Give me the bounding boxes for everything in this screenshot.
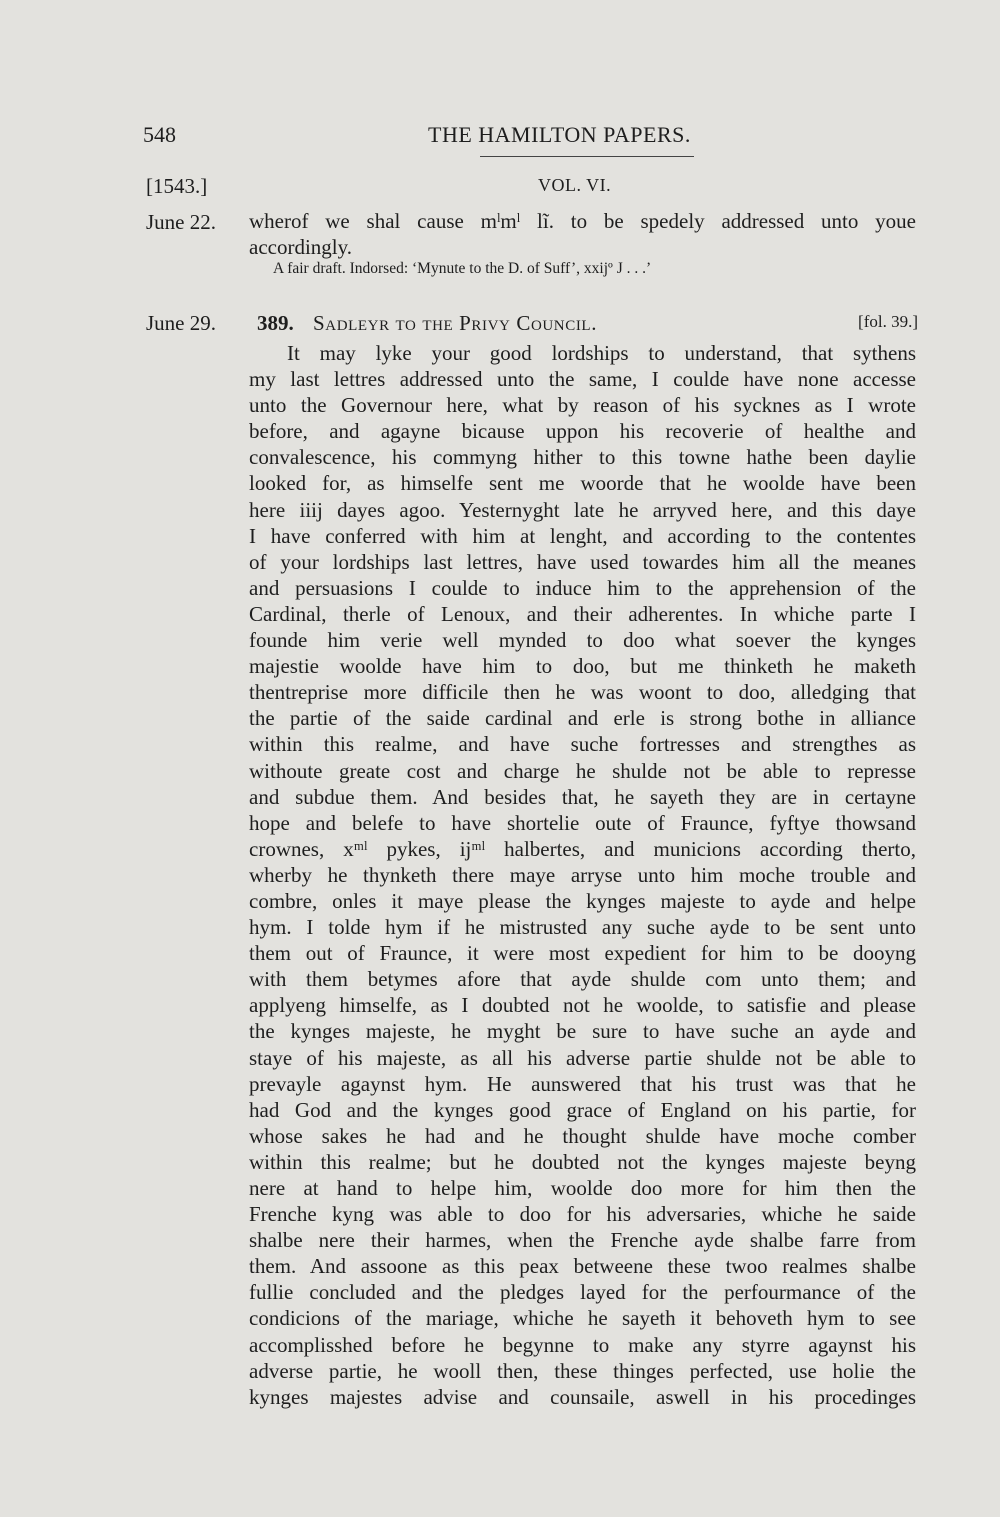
text-line: withoute greate cost and charge he shulde not be able to represse — [249, 758, 916, 783]
volume-marker: VOL. VI. — [538, 175, 612, 195]
text-line: fullie concluded and the pledges layed for the perfourmance of the — [249, 1280, 916, 1305]
text-line: hym. I tolde hym if he mistrusted any suche ayde to be sent unto — [249, 915, 916, 940]
text-line: them out of Fraunce, it were most expedient for him to be dooyng — [249, 941, 916, 966]
text-line: Cardinal, therle of Lenoux, and their adherentes. In whiche parte I — [249, 601, 916, 626]
page-header — [143, 122, 916, 158]
text-line: It may lyke your good lordships to understand, that sythens — [287, 341, 916, 365]
previous-entry-text — [249, 208, 916, 260]
text-line: prevayle agaynst hym. He aunswered that his trust was that he — [249, 1071, 916, 1096]
text-line: unto the Governour here, what by reason of his sycknes as I wrote — [249, 393, 916, 418]
text-line: Frenche kyng was able to doo for his adversaries, whiche he saide — [249, 1202, 916, 1227]
header-rule — [480, 156, 694, 157]
previous-entry-date: June 22. — [146, 210, 216, 234]
entry-date: June 29. — [146, 311, 216, 335]
text-line: and persuasions I coulde to induce him to the apprehension of the — [249, 575, 916, 600]
year-marker: [1543.] — [146, 174, 208, 198]
text-line: nere at hand to helpe him, woolde doo more for him then the — [249, 1176, 916, 1200]
text-line: convalescence, his commyng hither to this towne hathe been daylie — [249, 445, 916, 470]
text-line: looked for, as himselfe sent me woorde that he woolde have been — [249, 471, 916, 496]
text-line: of your lordships last lettres, have used towardes him all the meanes — [249, 549, 916, 574]
text-line: wherby he thynketh there maye arryse unto him moche trouble and — [249, 862, 916, 887]
text-line: hope and belefe to have shortelie oute of Fraunce, fyftye thowsand — [249, 810, 916, 835]
letter-body — [249, 340, 916, 1410]
text-line: majestie woolde have him to doo, but me thinketh he maketh — [249, 654, 916, 679]
text-line: the partie of the saide cardinal and erle is strong bothe in alliance — [249, 706, 916, 731]
draft-note: A fair draft. Indorsed: ‘Mynute to the D. of Suff’, xxijº J . . .’ — [273, 260, 652, 277]
text-line: I have conferred with him at lenght, and according to the contentes — [249, 523, 916, 548]
text-line: wherof we shal cause mˡmˡ lĩ. to be spedely addressed unto youe — [249, 209, 916, 233]
text-line: adverse partie, he wooll then, these thinges perfected, use holie the — [249, 1358, 916, 1383]
text-line: condicions of the mariage, whiche he sayeth it behoveth hym to see — [249, 1306, 916, 1331]
text-line: here iiij dayes agoo. Yesternyght late he arryved here, and this daye — [249, 497, 916, 522]
text-line: before, and agayne bicause uppon his recoverie of healthe and — [249, 419, 916, 444]
text-line: my last lettres addressed unto the same, I coulde have none accesse — [249, 367, 916, 392]
text-line: combre, onles it maye please the kynges majeste to ayde and helpe — [249, 888, 916, 913]
text-line: within this realme; but he doubted not the kynges majeste beyng — [249, 1149, 916, 1174]
text-line: within this realme, and have suche fortresses and strengthes as — [249, 732, 916, 757]
text-line: accomplisshed before he begynne to make any styrre agaynst his — [249, 1332, 916, 1357]
text-line: with them betymes afore that ayde shulde com unto them; and — [249, 967, 916, 992]
text-line: applyeng himselfe, as I doubted not he woolde, to satisfie and please — [249, 993, 916, 1018]
text-line: shalbe nere their harmes, when the Frenche ayde shalbe farre from — [249, 1228, 916, 1253]
text-line: kynges majestes advise and counsaile, aswell in his procedinges — [249, 1384, 916, 1409]
document-heading — [146, 311, 918, 339]
text-line: accordingly. — [249, 235, 353, 260]
text-line: thentreprise more difficile then he was woont to doo, alledging that — [249, 680, 916, 705]
text-line: them. And assoone as this peax betweene these twoo realmes shalbe — [249, 1254, 916, 1279]
document-title: Sadleyr to the Privy Council. — [313, 311, 598, 335]
running-title: THE HAMILTON PAPERS. — [428, 122, 691, 147]
text-line: the kynges majeste, he myght be sure to have suche an ayde and — [249, 1019, 916, 1044]
page-number: 548 — [143, 122, 176, 147]
text-line: crownes, xᵐˡ pykes, ijᵐˡ halbertes, and municions according therto, — [249, 836, 916, 861]
text-line: had God and the kynges good grace of England on his partie, for — [249, 1097, 916, 1122]
text-line: staye of his majeste, as all his adverse partie shulde not be able to — [249, 1045, 916, 1070]
text-line: and subdue them. And besides that, he sayeth they are in certayne — [249, 784, 916, 809]
document-number: 389. — [257, 311, 294, 335]
folio-reference: [fol. 39.] — [858, 312, 918, 331]
text-line: whose sakes he had and he thought shulde have moche comber — [249, 1123, 916, 1148]
text-line: founde him verie well mynded to doo what soever the kynges — [249, 628, 916, 653]
